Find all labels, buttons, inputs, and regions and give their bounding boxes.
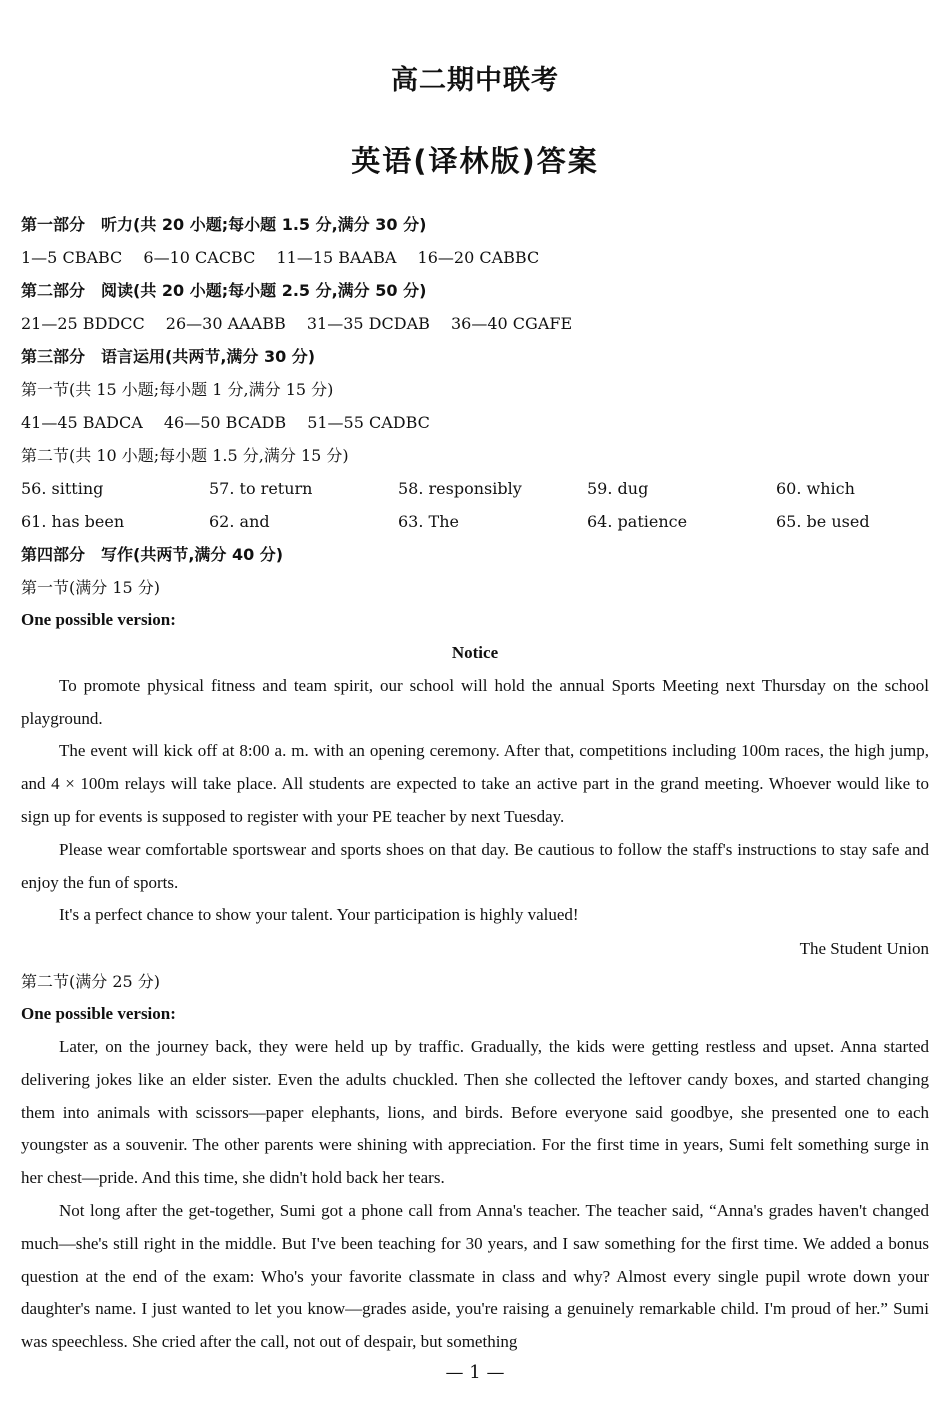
exam-title: 高二期中联考	[391, 65, 559, 96]
fill-answer: 65. be used	[776, 512, 870, 531]
part2-heading: 第二部分 阅读(共 20 小题;每小题 2.5 分,满分 50 分)	[21, 281, 427, 300]
answer-group: 26—30 AAABB	[165, 314, 286, 333]
part3-heading: 第三部分 语言运用(共两节,满分 30 分)	[21, 347, 316, 366]
page-number: — 1 —	[445, 1362, 505, 1383]
notice-signature: The Student Union	[799, 939, 929, 958]
fill-answer: 61. has been	[21, 512, 125, 531]
answer-group: 6—10 CACBC	[143, 248, 256, 267]
version-label: One possible version:	[21, 1004, 176, 1023]
answer-group: 11—15 BAABA	[276, 248, 397, 267]
fill-answer: 56. sitting	[21, 479, 104, 498]
notice-paragraph: The event will kick off at 8:00 a. m. with an opening ceremony. After that, competitions including 100m races, the high jump, and 4 × 100m relays will take place. All students are expected to take an active part in the grand meeting. Whoever would like to sign up for events is supposed to register with your PE teacher by next Tuesday.	[21, 741, 929, 826]
fill-answer: 64. patience	[587, 512, 688, 531]
answer-group: 36—40 CGAFE	[450, 314, 573, 333]
fill-answer: 57. to return	[209, 479, 313, 498]
notice-title: Notice	[451, 643, 499, 662]
part1-heading: 第一部分 听力(共 20 小题;每小题 1.5 分,满分 30 分)	[21, 215, 427, 234]
answer-group: 21—25 BDDCC	[21, 314, 145, 333]
story-paragraph: Later, on the journey back, they were held up by traffic. Gradually, the kids were getting restless and upset. Anna started delivering jokes like an elder sister. Even the adults chuckled. Then she collected the leftover candy boxes, and started changing them into animals with scissors—paper elephants, lions, and birds. Before everyone said goodbye, she presented one to each youngster as a souvenir. The other parents were shining with appreciation. For the first time in years, Sumi felt something surge in her chest—pride. And this time, she didn't hold back her tears.	[21, 1037, 929, 1188]
fill-blank-row	[21, 477, 929, 501]
version-label: One possible version:	[21, 610, 176, 629]
answer-group: 1—5 CBABC	[21, 248, 123, 267]
fill-answer: 58. responsibly	[398, 479, 522, 498]
answer-group: 51—55 CADBC	[307, 413, 430, 432]
part4-sec1-heading: 第一节(满分 15 分)	[21, 578, 161, 597]
part4-sec2-heading: 第二节(满分 25 分)	[21, 972, 161, 991]
fill-blank-row	[21, 510, 929, 534]
part3-sec2-heading: 第二节(共 10 小题;每小题 1.5 分,满分 15 分)	[21, 446, 349, 465]
part3-sec1-answers	[21, 411, 929, 435]
fill-answer: 60. which	[776, 479, 855, 498]
exam-subtitle: 英语(译林版)答案	[351, 144, 599, 178]
answer-group: 46—50 BCADB	[163, 413, 287, 432]
story-paragraph: Not long after the get-together, Sumi got a phone call from Anna's teacher. The teacher said, “Anna's grades haven't changed much—she's still right in the middle. But I've been teaching for 30 years, and I saw something for the first time. We added a bonus question at the end of the exam: Who's your favorite classmate in class and why? Almost every single pupil wrote down your daughter's name. I just wanted to let you know—grades aside, you're raising a genuinely remarkable child. I'm proud of her.” Sumi was speechless. She cried after the call, not out of despair, but something	[21, 1201, 929, 1352]
notice-paragraph: Please wear comfortable sportswear and sports shoes on that day. Be cautious to follow the staff's instructions to stay safe and enjoy the fun of sports.	[21, 840, 929, 892]
answer-group: 41—45 BADCA	[21, 413, 143, 432]
fill-answer: 62. and	[209, 512, 270, 531]
fill-answer: 59. dug	[587, 479, 649, 498]
answer-group: 31—35 DCDAB	[306, 314, 430, 333]
notice-paragraph: It's a perfect chance to show your talent. Your participation is highly valued!	[59, 905, 579, 924]
part4-heading: 第四部分 写作(共两节,满分 40 分)	[21, 545, 284, 564]
answer-group: 16—20 CABBC	[417, 248, 540, 267]
part3-sec1-heading: 第一节(共 15 小题;每小题 1 分,满分 15 分)	[21, 380, 334, 399]
notice-paragraph: To promote physical fitness and team spirit, our school will hold the annual Sports Meeting next Thursday on the school playground.	[21, 676, 929, 728]
fill-answer: 63. The	[398, 512, 459, 531]
part1-answers	[21, 246, 929, 270]
part2-answers	[21, 312, 929, 336]
